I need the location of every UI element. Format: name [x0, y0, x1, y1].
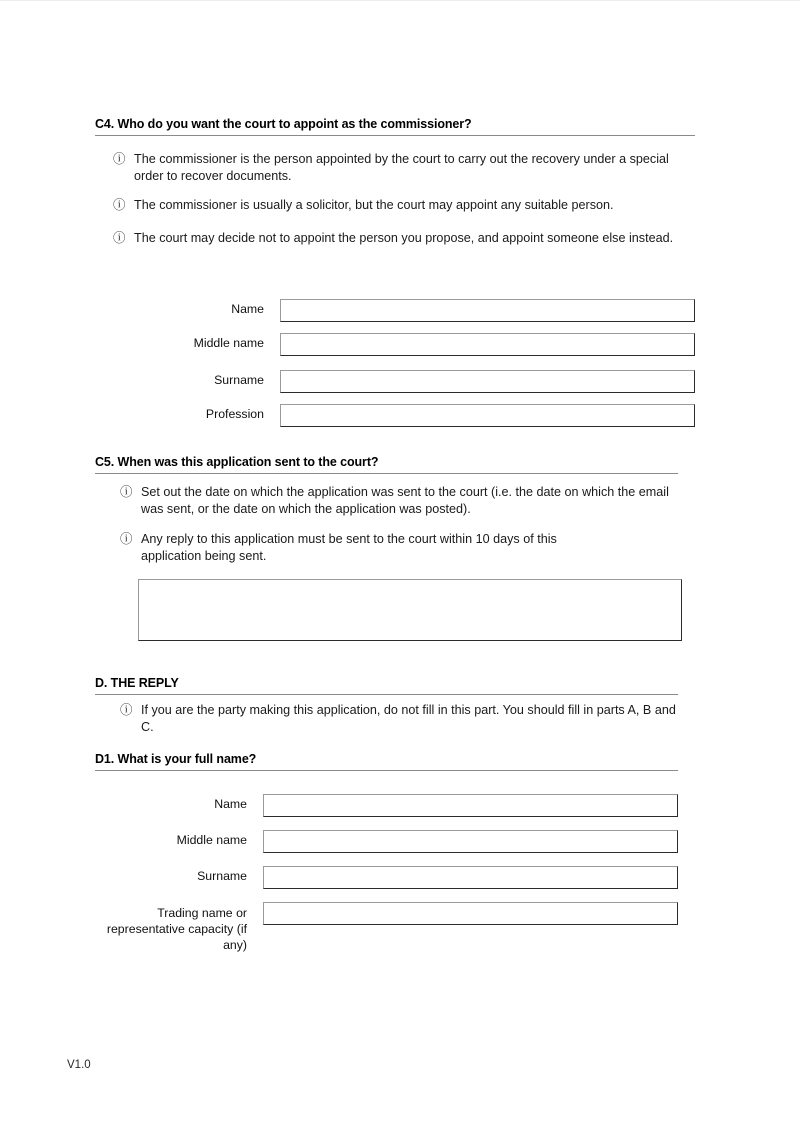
field-label: Surname	[197, 869, 247, 883]
note-text: Any reply to this application must be sent to the court within 10 days of this application being sent.	[141, 532, 557, 563]
note-item	[120, 484, 685, 517]
name-input[interactable]	[280, 299, 695, 322]
section-c5-rule	[95, 473, 678, 474]
reply-middle-name-input[interactable]	[263, 830, 678, 853]
info-circle-icon: ⓘ	[113, 198, 126, 212]
field-row-d1-trading-name	[95, 902, 678, 953]
section-d1-rule	[95, 770, 678, 771]
section-d-heading: D. THE REPLY	[95, 676, 179, 690]
section-c4-heading: C4. Who do you want the court to appoint as the commissioner?	[95, 117, 472, 131]
note-item	[113, 197, 643, 214]
info-circle-icon: ⓘ	[113, 152, 126, 166]
field-row-c4-profession	[100, 404, 695, 427]
section-c5-heading: C5. When was this application sent to the court?	[95, 455, 379, 469]
surname-input[interactable]	[280, 370, 695, 393]
field-label: Trading name or representative capacity (if any)	[106, 906, 247, 952]
section-d1-heading: D1. What is your full name?	[95, 752, 257, 766]
middle-name-input[interactable]	[280, 333, 695, 356]
field-label: Surname	[214, 373, 264, 387]
field-row-c4-name	[100, 299, 695, 322]
field-row-d1-surname	[95, 866, 678, 889]
field-row-c4-surname	[100, 370, 695, 393]
field-row-d1-name	[95, 794, 678, 817]
field-label: Name	[214, 797, 247, 811]
field-row-d1-middle-name	[95, 830, 678, 853]
field-label: Profession	[205, 407, 264, 421]
info-circle-icon: ⓘ	[113, 230, 126, 245]
note-text: The court may decide not to appoint the person you propose, and appoint someone else instead.	[134, 230, 674, 245]
section-d1	[95, 752, 678, 771]
section-c4-notes	[113, 151, 695, 246]
note-text: If you are the party making this application, do not fill in this part. You should fill in parts A, B and C.	[141, 703, 676, 734]
info-circle-icon: ⓘ	[120, 532, 133, 546]
note-text: The commissioner is usually a solicitor, but the court may appoint any suitable person.	[134, 198, 614, 212]
field-row-c4-middle-name	[100, 333, 695, 356]
reply-trading-name-input[interactable]	[263, 902, 678, 925]
info-circle-icon: ⓘ	[120, 485, 133, 499]
field-label: Name	[231, 302, 264, 316]
section-c5-notes	[120, 484, 685, 564]
section-c5	[95, 455, 678, 474]
note-item	[120, 702, 680, 735]
section-d	[95, 676, 678, 695]
application-sent-date-textarea[interactable]	[138, 579, 682, 641]
footer-version: V1.0	[67, 1059, 91, 1071]
note-item	[120, 531, 620, 564]
note-text: The commissioner is the person appointed by the court to carry out the recovery under a special order to recover documents.	[134, 152, 669, 183]
field-label: Middle name	[193, 336, 264, 350]
field-label: Middle name	[176, 833, 247, 847]
section-d-rule	[95, 694, 678, 695]
note-text: Set out the date on which the application was sent to the court (i.e. the date on which the email was sent, or the date on which the application was posted).	[141, 485, 669, 516]
info-circle-icon: ⓘ	[120, 703, 133, 717]
profession-input[interactable]	[280, 404, 695, 427]
note-item	[113, 151, 695, 184]
section-d-notes	[120, 702, 680, 735]
reply-surname-input[interactable]	[263, 866, 678, 889]
section-c4	[95, 117, 695, 136]
note-item	[113, 230, 678, 247]
section-c4-rule	[95, 135, 695, 136]
reply-name-input[interactable]	[263, 794, 678, 817]
